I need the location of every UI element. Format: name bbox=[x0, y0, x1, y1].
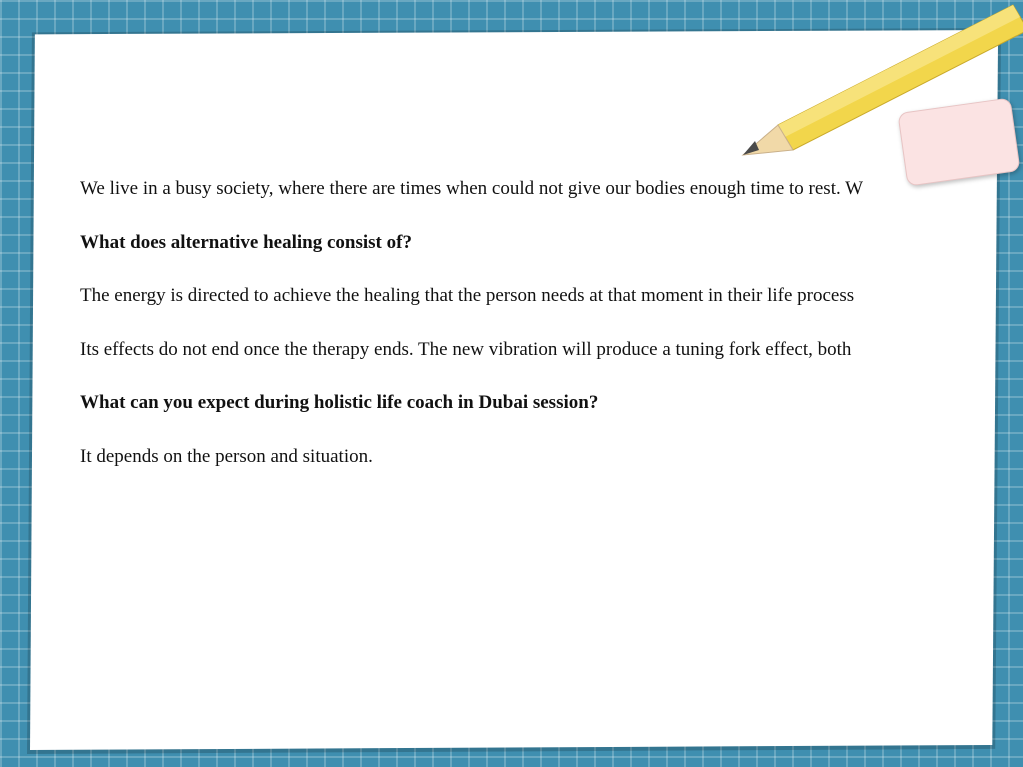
paragraph-intro: We live in a busy society, where there are times when could not give our bodies enough time to rest. W bbox=[80, 178, 864, 199]
paragraph-depends: It depends on the person and situation. bbox=[80, 445, 373, 467]
heading-alternative-healing: What does alternative healing consist of? bbox=[80, 231, 412, 253]
paragraph-energy: The energy is directed to achieve the healing that the person needs at that moment in their life process bbox=[80, 285, 855, 306]
slide-content bbox=[80, 175, 1023, 496]
eraser-icon bbox=[897, 97, 1020, 186]
heading-expect-session: What can you expect during holistic life coach in Dubai session? bbox=[80, 392, 599, 413]
paragraph-effects: Its effects do not end once the therapy ends. The new vibration will produce a tuning fork effect, both bbox=[80, 338, 852, 360]
